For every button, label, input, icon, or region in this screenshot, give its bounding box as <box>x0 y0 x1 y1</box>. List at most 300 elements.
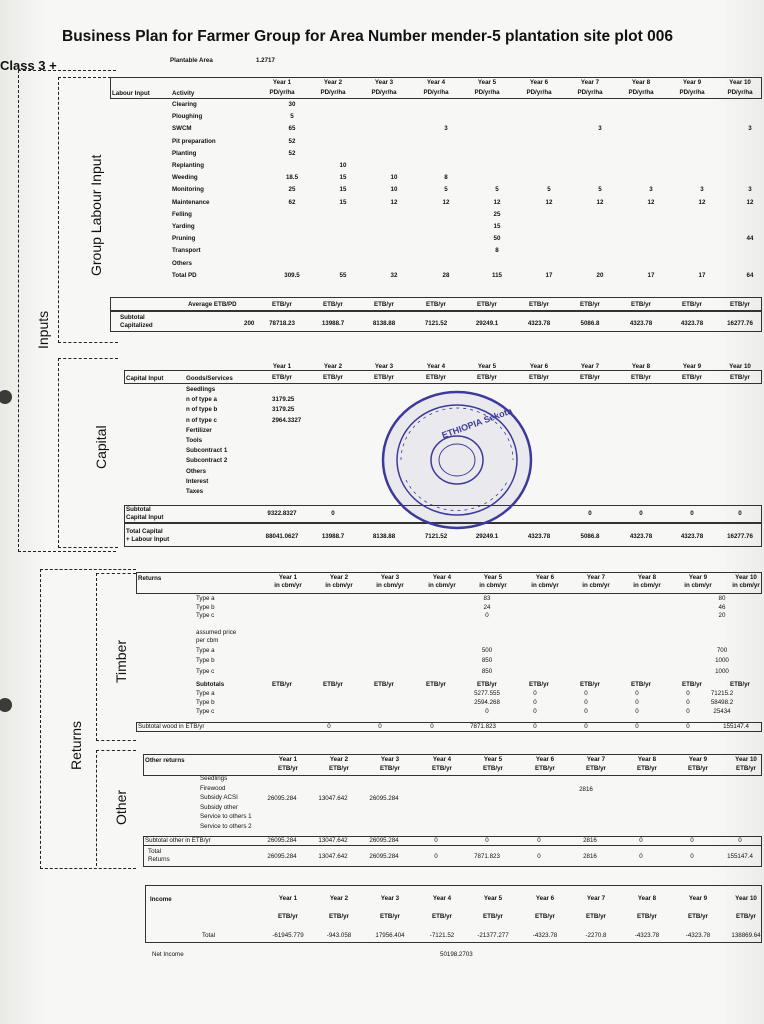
capital-item-name: Subcontract 1 <box>186 447 228 455</box>
unit-header: ETB/yr <box>529 374 549 381</box>
unit-header: in cbm/yr <box>684 582 712 589</box>
etb-unit: ETB/yr <box>374 301 394 308</box>
labour-cell: 12 <box>647 198 655 206</box>
year-header: Year 9 <box>688 895 708 902</box>
income-value: -21377.277 <box>477 932 509 939</box>
etb-unit: ETB/yr <box>477 681 497 688</box>
timber-subtotal-zero: 0 <box>533 708 537 715</box>
year-header: Year 3 <box>380 756 400 763</box>
labour-cell: 3 <box>649 186 653 194</box>
subtotal-wood-value: 0 <box>378 723 382 730</box>
total-capital-value: 16277.76 <box>727 533 753 540</box>
timber-subtotal-y10: 58498.2 <box>710 699 734 706</box>
capital-item-name: Tools <box>186 437 203 444</box>
subsidy-value: 26095.284 <box>267 795 297 802</box>
etb-unit: ETB/yr <box>272 681 292 688</box>
stamp-text: ETHIOPIA Sekota <box>440 405 514 441</box>
timber-subtotal-zero: 0 <box>635 699 639 706</box>
activity-name: Pit preparation <box>172 137 216 145</box>
other-item-name: Subsidy other <box>200 803 238 811</box>
other-returns-label: Other returns <box>145 757 185 764</box>
plantable-area-value: 1.2717 <box>256 57 275 64</box>
subtotal-type-label: Type b <box>196 699 215 706</box>
capital-item-name: n of type a <box>186 396 217 404</box>
unit-header: in cbm/yr <box>479 582 507 589</box>
etb-unit: ETB/yr <box>374 681 394 688</box>
total-capital-value: 4323.78 <box>527 533 551 540</box>
income-value: -4323.78 <box>634 932 660 939</box>
subtotal-wood-value: 0 <box>327 723 331 730</box>
other-item-name: Seedlings <box>200 775 228 782</box>
subsidy-value: 26095.284 <box>369 795 399 802</box>
etb-unit: ETB/yr <box>323 681 343 688</box>
labour-cell: 12 <box>442 198 450 206</box>
total-returns-label: Total <box>148 848 162 855</box>
year-header: Year 9 <box>688 756 708 763</box>
unit-header: ETB/yr <box>380 913 400 920</box>
unit-header: ETB/yr <box>736 765 756 772</box>
capital-item-name: Fertilizer <box>186 426 212 434</box>
subtotal-other-value: 2816 <box>583 837 597 844</box>
unit-header: ETB/yr <box>580 374 600 381</box>
subtotal-other-value: 13047.642 <box>318 837 348 844</box>
year-header: Year 2 <box>329 895 349 902</box>
income-value: 138869.64 <box>731 932 761 939</box>
unit-header: in cbm/yr <box>428 582 456 589</box>
total-capital-value: 4323.78 <box>629 533 653 540</box>
labour-cell: 3 <box>700 186 704 194</box>
unit-header: in cbm/yr <box>582 582 610 589</box>
unit-header: in cbm/yr <box>376 582 404 589</box>
unit-header: ETB/yr <box>586 765 606 772</box>
class-label: Class 3 + <box>0 58 57 73</box>
other-side-label: Other <box>113 789 129 825</box>
capitalized-value: 8138.88 <box>372 320 396 327</box>
labour-cell: 10 <box>339 162 347 169</box>
total-capital-value: 8138.88 <box>372 533 396 540</box>
total-capital-label: Total Capital <box>126 528 163 535</box>
year-header: Year 7 <box>586 895 606 902</box>
total-returns-value: 155147.4 <box>727 853 753 860</box>
capital-subtotal-value: 0 <box>331 510 335 517</box>
other-item-name: Service to others 2 <box>200 823 252 830</box>
unit-header: ETB/yr <box>730 374 750 381</box>
capital-subtotal-label: Subtotal <box>126 506 151 513</box>
subtotal-wood-value: 0 <box>686 723 690 730</box>
income-value: -4323.78 <box>685 932 711 939</box>
etb-unit: ETB/yr <box>730 301 750 308</box>
price-label: per cbm <box>196 637 219 644</box>
unit-header: PD/yr/ha <box>727 89 753 96</box>
year-header: Year 5 <box>483 574 503 581</box>
unit-header: ETB/yr <box>535 913 555 920</box>
subtotal-wood-value: 7871.823 <box>470 723 496 730</box>
capital-subtotal-value: 9322.8327 <box>267 510 297 517</box>
etb-unit: ETB/yr <box>580 681 600 688</box>
timber-subtotal-zero: 0 <box>533 690 537 697</box>
activity-label: Activity <box>172 90 195 97</box>
timber-subtotal-y5: 0 <box>485 708 489 715</box>
labour-cell: 8 <box>444 174 448 182</box>
subtotal-other-value: 0 <box>738 837 742 844</box>
activity-name: Yarding <box>172 223 195 230</box>
year-header: Year 6 <box>535 895 555 902</box>
year-header: Year 8 <box>631 363 651 370</box>
subtotal-wood-value: 155147.4 <box>723 723 749 730</box>
unit-header: ETB/yr <box>631 374 651 381</box>
labour-cell: 12 <box>746 198 754 206</box>
labour-cell: 5 <box>598 186 602 194</box>
subtotal-wood-value: 0 <box>533 723 537 730</box>
year-header: Year 10 <box>729 363 751 370</box>
subtotal-other-value: 0 <box>537 837 541 844</box>
subtotal-other-label: Subtotal other in ETB/yr <box>145 837 211 844</box>
net-income-label: Net Income <box>152 951 184 958</box>
unit-header: ETB/yr <box>329 913 349 920</box>
timber-subtotal-zero: 0 <box>686 690 690 697</box>
capital-item-name: Subcontract 2 <box>186 457 228 465</box>
labour-cell: 25 <box>288 186 296 194</box>
year-header: Year 9 <box>688 574 708 581</box>
capital-item-value: 2964.3327 <box>272 416 302 424</box>
unit-header: ETB/yr <box>380 765 400 772</box>
capital-item-name: n of type c <box>186 416 217 424</box>
etb-unit: ETB/yr <box>323 301 343 308</box>
capital-item-name: Seedlings <box>186 386 216 393</box>
year-header: Year 4 <box>426 79 446 86</box>
subtotal-other-value: 0 <box>434 837 438 844</box>
timber-type-label: Type c <box>196 612 215 620</box>
etb-unit: ETB/yr <box>580 301 600 308</box>
labour-cell: 3 <box>444 125 448 133</box>
year-header: Year 7 <box>586 574 606 581</box>
returns-sublabel: Returns <box>148 856 170 863</box>
year-header: Year 1 <box>278 895 298 902</box>
labour-cell: 10 <box>390 174 398 182</box>
unit-header: ETB/yr <box>535 765 555 772</box>
timber-side-label: Timber <box>113 639 129 683</box>
avg-etb-value: 200 <box>244 320 255 327</box>
labour-cell: 115 <box>492 271 502 279</box>
labour-cell: 15 <box>339 174 347 182</box>
total-returns-value: 26095.284 <box>369 853 399 860</box>
income-value: -943.058 <box>326 932 352 939</box>
labour-cell: 8 <box>495 247 499 255</box>
subsidy-value: 13047.642 <box>318 795 348 802</box>
subtotal-other-value: 26095.284 <box>267 837 297 844</box>
capital-item-name: Taxes <box>186 488 204 495</box>
labour-cell: 44 <box>746 235 754 243</box>
firewood-value: 2816 <box>579 786 593 793</box>
timber-subtotal-y10: 71215.2 <box>710 690 734 697</box>
activity-name: Pruning <box>172 235 196 243</box>
labour-input-label: Labour Input <box>112 90 150 97</box>
unit-header: ETB/yr <box>586 913 606 920</box>
total-returns-value: 13047.642 <box>318 853 348 860</box>
labour-cell: 12 <box>493 198 501 206</box>
capital-item-name: Interest <box>186 477 209 485</box>
timber-volume-y10: 80 <box>718 595 726 602</box>
year-header: Year 6 <box>535 756 555 763</box>
year-header: Year 4 <box>432 574 452 581</box>
capital-item-value: 3179.25 <box>272 396 295 404</box>
capitalized-value: 4323.78 <box>629 320 653 327</box>
year-header: Year 1 <box>272 363 292 370</box>
etb-unit: ETB/yr <box>426 301 446 308</box>
etb-unit: ETB/yr <box>272 301 292 308</box>
unit-header: ETB/yr <box>426 374 446 381</box>
year-header: Year 5 <box>477 79 497 86</box>
subtotal-other-value: 0 <box>485 837 489 844</box>
returns-side-label: Returns <box>68 720 84 770</box>
year-header: Year 1 <box>272 79 292 86</box>
net-income-value: 50198.2703 <box>440 951 473 958</box>
capital-item-name: n of type b <box>186 406 218 414</box>
etb-unit: ETB/yr <box>682 301 702 308</box>
official-stamp <box>366 380 548 540</box>
total-capital-value: 4323.78 <box>680 533 704 540</box>
labour-cell: 55 <box>339 271 347 279</box>
subtotals-label: Subtotals <box>196 681 225 688</box>
year-header: Year 3 <box>380 895 400 902</box>
capital-input-label: Capital Input <box>126 375 164 382</box>
unit-header: PD/yr/ha <box>526 89 552 96</box>
unit-header: PD/yr/ha <box>679 89 705 96</box>
activity-name: Transport <box>172 247 201 255</box>
total-capital-value: 5086.8 <box>580 533 600 540</box>
labour-cell: 17 <box>698 271 706 279</box>
labour-cell: 30 <box>288 101 296 108</box>
year-header: Year 5 <box>483 756 503 763</box>
activity-name: Planting <box>172 149 197 157</box>
year-header: Year 1 <box>278 756 298 763</box>
labour-cell: 32 <box>390 271 398 279</box>
total-returns-value: 7871.823 <box>474 853 500 860</box>
year-header: Year 10 <box>729 79 751 86</box>
unit-header: PD/yr/ha <box>371 89 397 96</box>
etb-unit: ETB/yr <box>631 681 651 688</box>
year-header: Year 7 <box>586 756 606 763</box>
year-header: Year 4 <box>426 363 446 370</box>
unit-header: ETB/yr <box>637 765 657 772</box>
year-header: Year 3 <box>374 363 394 370</box>
unit-header: ETB/yr <box>432 913 452 920</box>
activity-name: Replanting <box>172 162 204 169</box>
timber-volume: 0 <box>485 612 489 620</box>
labour-cell: 15 <box>493 223 501 230</box>
total-capital-value: 7121.52 <box>424 533 448 540</box>
total-capital-value: 88041.0627 <box>265 533 299 540</box>
other-item-name: Service to others 1 <box>200 813 252 821</box>
price-label: assumed price <box>196 629 237 636</box>
unit-header: PD/yr/ha <box>269 89 295 96</box>
year-header: Year 7 <box>580 79 600 86</box>
labour-cell: 17 <box>647 271 655 279</box>
timber-volume-y10: 46 <box>718 603 726 611</box>
year-header: Year 10 <box>735 895 757 902</box>
other-item-name: Subsidy ACSI <box>200 794 238 802</box>
timber-type-label: Type b <box>196 603 215 611</box>
labour-cell: 12 <box>545 198 553 206</box>
capital-input-sublabel: Capital Input <box>126 514 164 521</box>
year-header: Year 7 <box>580 363 600 370</box>
etb-unit: ETB/yr <box>730 681 750 688</box>
total-returns-value: 0 <box>690 853 694 860</box>
unit-header: ETB/yr <box>272 374 292 381</box>
year-header: Year 10 <box>735 756 757 763</box>
unit-header: ETB/yr <box>278 765 298 772</box>
labour-cell: 52 <box>288 149 296 157</box>
timber-type-label: Type a <box>196 595 215 602</box>
timber-subtotal-zero: 0 <box>686 708 690 715</box>
etb-unit: ETB/yr <box>529 301 549 308</box>
timber-subtotal-y10: 25434 <box>713 708 731 715</box>
activity-name: Monitoring <box>172 186 204 194</box>
price-type-label: Type c <box>196 667 215 675</box>
timber-price-y10: 1000 <box>715 667 729 675</box>
subtotal-other-value: 0 <box>639 837 643 844</box>
unit-header: ETB/yr <box>432 765 452 772</box>
income-value: -4323.78 <box>532 932 558 939</box>
goods-services-label: Goods/Services <box>186 375 233 382</box>
timber-subtotal-zero: 0 <box>635 690 639 697</box>
labour-cell: 3 <box>748 125 752 133</box>
unit-header: ETB/yr <box>329 765 349 772</box>
income-value: 17956.404 <box>375 932 405 939</box>
timber-price-y10: 700 <box>716 647 728 654</box>
labour-cell: 3 <box>748 186 752 194</box>
labour-cell: 12 <box>390 198 398 206</box>
year-header: Year 2 <box>323 79 343 86</box>
labour-cell: 12 <box>698 198 706 206</box>
subtotal-wood-value: 0 <box>635 723 639 730</box>
activity-name: Felling <box>172 210 192 218</box>
punch-hole <box>0 698 12 712</box>
unit-header: ETB/yr <box>483 913 503 920</box>
timber-subtotal-zero: 0 <box>584 699 588 706</box>
capital-side-label: Capital <box>93 425 109 469</box>
year-header: Year 9 <box>682 363 702 370</box>
labour-cell: 52 <box>288 137 296 145</box>
etb-unit: ETB/yr <box>682 681 702 688</box>
unit-header: ETB/yr <box>637 913 657 920</box>
year-header: Year 4 <box>432 895 452 902</box>
unit-header: ETB/yr <box>374 374 394 381</box>
year-header: Year 2 <box>323 363 343 370</box>
total-returns-value: 0 <box>639 853 643 860</box>
unit-header: ETB/yr <box>688 765 708 772</box>
labour-cell: 3 <box>598 125 602 133</box>
labour-cell: 309.5 <box>284 271 300 279</box>
activity-name: Maintenance <box>172 198 210 206</box>
price-type-label: Type a <box>196 647 215 654</box>
year-header: Year 10 <box>735 574 757 581</box>
income-total-label: Total <box>202 932 216 939</box>
timber-subtotal-zero: 0 <box>584 708 588 715</box>
subtotal-other-value: 26095.284 <box>369 837 399 844</box>
capital-item-name: Others <box>186 467 206 475</box>
total-returns-value: 26095.284 <box>267 853 297 860</box>
activity-name: Clearing <box>172 101 197 108</box>
labour-subtotal-label: Subtotal <box>120 314 145 321</box>
unit-header: PD/yr/ha <box>577 89 603 96</box>
income-value: -7121.52 <box>429 932 455 939</box>
labour-cell: 5 <box>495 186 499 194</box>
income-value: -61945.779 <box>272 932 304 939</box>
labour-cell: 28 <box>442 271 450 279</box>
unit-header: PD/yr/ha <box>423 89 449 96</box>
activity-name: Others <box>172 259 192 267</box>
capitalized-value: 4323.78 <box>680 320 704 327</box>
unit-header: in cbm/yr <box>732 582 760 589</box>
year-header: Year 9 <box>682 79 702 86</box>
timber-volume-y10: 20 <box>718 612 726 620</box>
unit-header: ETB/yr <box>278 913 298 920</box>
labour-cell: 17 <box>545 271 553 279</box>
timber-subtotal-y5: 2594.268 <box>474 699 500 706</box>
activity-name: Ploughing <box>172 113 203 121</box>
total-returns-value: 0 <box>537 853 541 860</box>
activity-name: Weeding <box>172 174 198 182</box>
unit-header: ETB/yr <box>483 765 503 772</box>
year-header: Year 1 <box>278 574 298 581</box>
total-returns-value: 0 <box>434 853 438 860</box>
labour-cell: 18.5 <box>285 174 299 182</box>
punch-hole <box>0 390 12 404</box>
year-header: Year 5 <box>477 363 497 370</box>
year-header: Year 2 <box>329 756 349 763</box>
timber-subtotal-zero: 0 <box>635 708 639 715</box>
total-capital-value: 29249.1 <box>475 533 499 540</box>
returns-label: Returns <box>138 575 162 582</box>
activity-name: Total PD <box>172 271 197 279</box>
year-header: Year 8 <box>637 574 657 581</box>
inputs-side-label: Inputs <box>35 310 51 349</box>
activity-name: SWCM <box>172 125 192 133</box>
total-returns-value: 2816 <box>583 853 597 860</box>
capitalized-value: 29249.1 <box>475 320 499 327</box>
timber-subtotal-y5: 5277.555 <box>474 690 500 697</box>
timber-subtotal-zero: 0 <box>584 690 588 697</box>
timber-price: 500 <box>481 647 493 654</box>
unit-header: in cbm/yr <box>633 582 661 589</box>
unit-header: ETB/yr <box>736 913 756 920</box>
unit-header: ETB/yr <box>688 913 708 920</box>
subtotal-wood-label: Subtotal wood in ETB/yr <box>138 723 205 730</box>
timber-price: 850 <box>481 667 493 675</box>
labour-cell: 15 <box>339 186 347 194</box>
year-header: Year 4 <box>432 756 452 763</box>
unit-header: PD/yr/ha <box>628 89 654 96</box>
plantable-area-label: Plantable Area <box>170 57 213 64</box>
timber-subtotal-zero: 0 <box>533 699 537 706</box>
unit-header: ETB/yr <box>477 374 497 381</box>
year-header: Year 2 <box>329 574 349 581</box>
year-header: Year 5 <box>483 895 503 902</box>
price-type-label: Type b <box>196 657 215 665</box>
etb-unit: ETB/yr <box>631 301 651 308</box>
labour-cell: 5 <box>547 186 551 194</box>
total-capital-value: 13988.7 <box>321 533 345 540</box>
capital-item-value: 3179.25 <box>272 406 295 414</box>
year-header: Year 3 <box>380 574 400 581</box>
etb-unit: ETB/yr <box>426 681 446 688</box>
unit-header: PD/yr/ha <box>474 89 500 96</box>
capitalized-value: 7121.52 <box>424 320 448 327</box>
avg-etb-label: Average ETB/PD <box>188 301 237 308</box>
year-header: Year 6 <box>529 79 549 86</box>
labour-cell: 65 <box>288 125 296 133</box>
